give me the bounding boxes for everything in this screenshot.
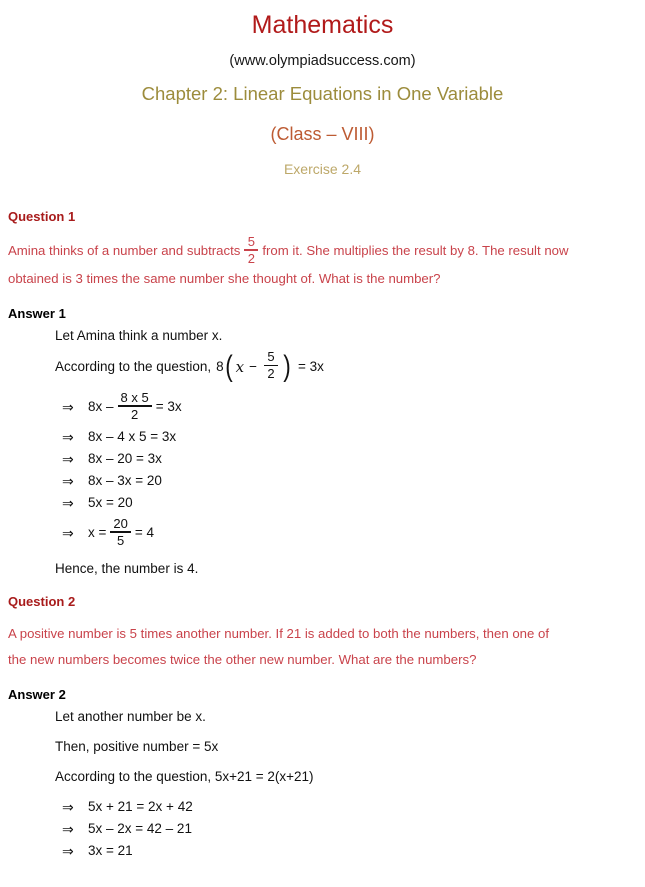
step-pre: 8x – xyxy=(88,398,114,414)
step-post: = 4 xyxy=(134,524,155,540)
answer-2-steps xyxy=(62,796,645,862)
question-2-heading: Question 2 xyxy=(8,593,76,609)
answer-2-block xyxy=(0,687,645,862)
implies-arrow: ⇒ xyxy=(62,450,74,467)
question-1-fraction xyxy=(244,235,258,266)
equation-fraction xyxy=(264,350,278,381)
answer-1-step-3 xyxy=(62,448,645,470)
implies-arrow: ⇒ xyxy=(62,524,74,541)
answer-2-step-2 xyxy=(62,818,645,840)
fraction-denominator: 5 xyxy=(117,532,125,548)
answer-2-body xyxy=(55,702,645,792)
question-1-block xyxy=(0,209,645,293)
answer-1-step-1 xyxy=(62,388,645,426)
step-fraction xyxy=(110,517,130,548)
implies-arrow: ⇒ xyxy=(62,820,74,837)
source-website: (www.olympiadsuccess.com) xyxy=(229,52,416,69)
answer-1-line-1: Let Amina think a number x. xyxy=(55,328,223,344)
equation-minus: − xyxy=(249,358,257,374)
answer-2-step-3 xyxy=(62,840,645,862)
implies-arrow: ⇒ xyxy=(62,842,74,859)
implies-arrow: ⇒ xyxy=(62,472,74,489)
answer-2-line-2: Then, positive number = 5x xyxy=(55,738,219,754)
implies-arrow: ⇒ xyxy=(62,798,74,815)
step-post: = 3x xyxy=(155,398,182,414)
answer-2-line-3: According to the question, 5x+21 = 2(x+21) xyxy=(55,768,314,784)
step-fraction xyxy=(118,391,152,422)
fraction-numerator: 20 xyxy=(113,515,128,531)
question-1-text-part3: obtained is 3 times the same number she thought of. What is the number? xyxy=(8,271,441,287)
fraction-denominator: 2 xyxy=(247,250,255,266)
answer-1-equation: According to the question, 8 ( x − $\frac{5}{2}$ ) = 3x xyxy=(55,349,324,383)
equation-paren-group xyxy=(224,351,292,382)
answer-1-steps xyxy=(62,388,645,552)
answer-1-body xyxy=(55,321,645,382)
answer-1-conclusion: Hence, the number is 4. xyxy=(55,560,199,576)
exercise-label: Exercise 2.4 xyxy=(283,160,362,177)
fraction-numerator: 8 x 5 xyxy=(120,389,149,405)
document-page xyxy=(0,12,645,887)
step-text: 8x – 3x = 20 xyxy=(88,472,162,488)
implies-arrow: ⇒ xyxy=(62,428,74,445)
step-text: 8x – 20 = 3x xyxy=(88,450,162,466)
question-2-block xyxy=(0,594,645,673)
fraction-numerator: 5 xyxy=(247,233,255,249)
answer-1-step-5 xyxy=(62,492,645,514)
open-paren: ( xyxy=(224,349,233,383)
question-1-text-part1: Amina thinks of a number and subtracts $\frac{5}{2}$ from it. She multiplies the result by 8. The result now xyxy=(8,233,569,266)
fraction-denominator: 2 xyxy=(131,406,139,422)
question-1-text xyxy=(8,233,637,293)
close-paren: ) xyxy=(283,349,291,383)
page-title: Mathematics xyxy=(251,11,394,39)
document-header xyxy=(0,12,645,177)
answer-2-line-1: Let another number be x. xyxy=(55,708,206,724)
step-pre: x = xyxy=(88,524,107,540)
step-text: 5x = 20 xyxy=(88,494,133,510)
answer-1-conclusion-wrap xyxy=(55,556,645,582)
step-text: 3x = 21 xyxy=(88,842,133,858)
answer-1-step-4 xyxy=(62,470,645,492)
question-2-text xyxy=(8,621,637,673)
answer-2-step-1 xyxy=(62,796,645,818)
answer-1-step-2 xyxy=(62,426,645,448)
implies-arrow: ⇒ xyxy=(62,494,74,511)
answer-2-heading: Answer 2 xyxy=(8,686,66,702)
question-2-line-2: the new numbers becomes twice the other new number. What are the numbers? xyxy=(8,651,477,667)
implies-arrow: ⇒ xyxy=(62,398,74,415)
question-1-heading: Question 1 xyxy=(8,208,76,224)
question-2-line-1: A positive number is 5 times another number. If 21 is added to both the numbers, then one of xyxy=(8,625,550,641)
equation-variable: x xyxy=(235,357,245,376)
answer-1-heading: Answer 1 xyxy=(8,306,66,322)
fraction-numerator: 5 xyxy=(267,349,275,365)
fraction-denominator: 2 xyxy=(267,366,275,382)
step-text: 8x – 4 x 5 = 3x xyxy=(88,428,177,444)
chapter-title: Chapter 2: Linear Equations in One Variable xyxy=(141,82,504,104)
answer-1-block xyxy=(0,306,645,582)
step-text: 5x + 21 = 2x + 42 xyxy=(88,798,193,814)
step-text: 5x – 2x = 42 – 21 xyxy=(88,820,192,836)
answer-1-step-6 xyxy=(62,514,645,552)
class-label: (Class – VIII) xyxy=(270,123,375,144)
